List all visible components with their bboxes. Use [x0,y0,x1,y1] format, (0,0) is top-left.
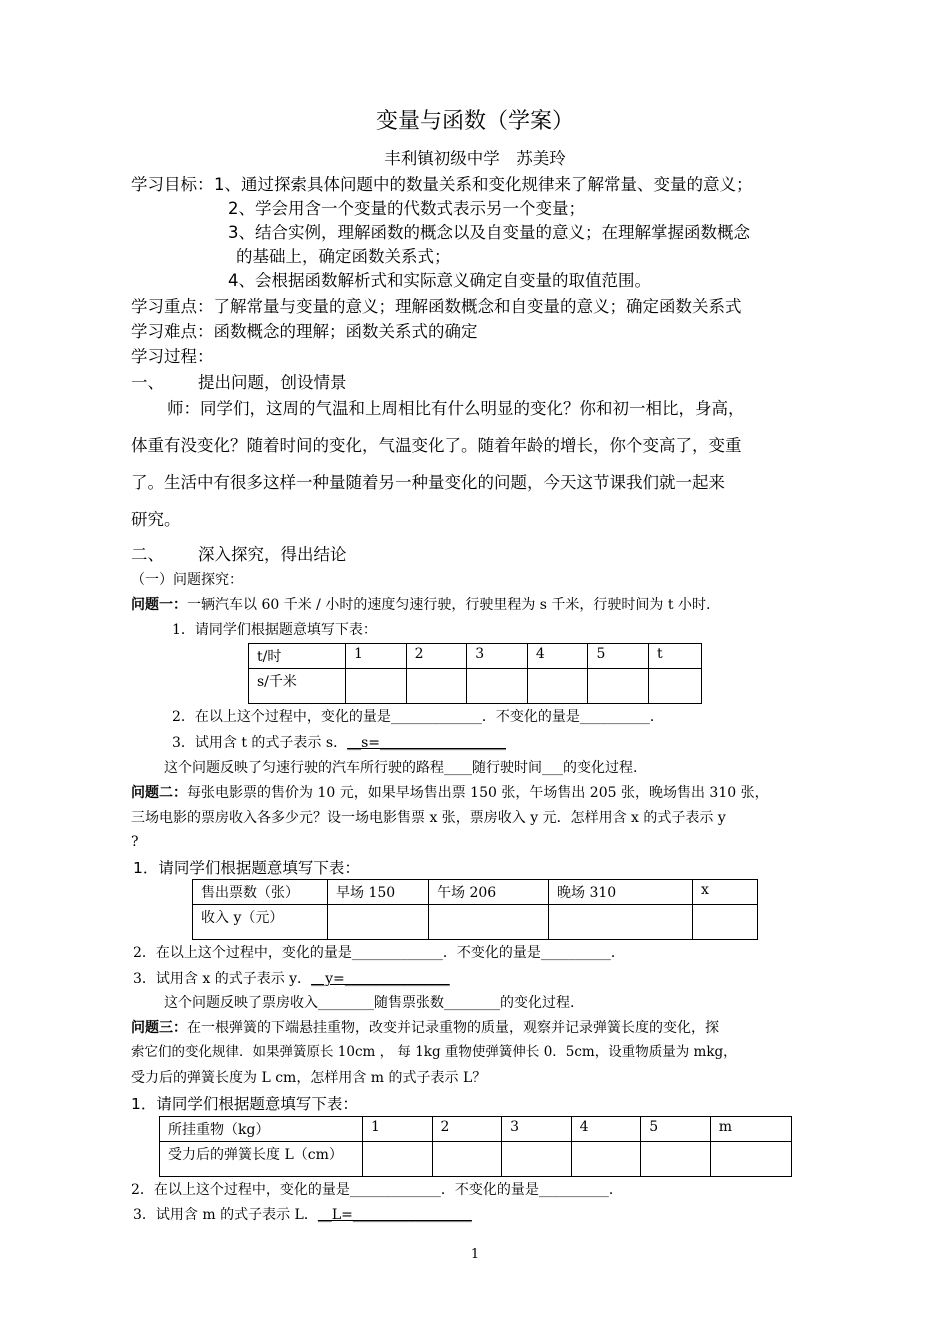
table-cell[interactable] [527,669,588,704]
process-label: 学习过程： [131,347,214,366]
table-cell: 1 [363,1117,433,1142]
problem3-text-line2: 索它们的变化规律．如果弹簧原长 10cm ， 每 1kg 重物使弹簧伸长 0．5cm，设重物质量为 mkg， [131,1044,737,1060]
problem3-q2: 2．在以上这个过程中，变化的量是_____________．不变化的量是__________． [131,1182,623,1198]
table-cell[interactable] [363,1142,433,1177]
section1-number: 一、 [131,373,164,392]
table-cell: 所挂重物（kg） [160,1117,363,1142]
table-cell: 晚场 310 [549,880,693,905]
difficulties: 学习难点：函数概念的理解；函数关系式的确定 [131,322,478,341]
section1-para-line1: 师：同学们，这周的气温和上周相比有什么明显的变化？你和初一相比，身高， [167,399,745,418]
table-row [160,1142,792,1177]
table-cell[interactable] [502,1142,572,1177]
table-cell: s/千米 [249,669,346,704]
table-cell: 2 [432,1117,502,1142]
table-cell: 5 [641,1117,711,1142]
page-title: 变量与函数（学案） [375,109,574,134]
section1-para-line3: 了。生活中有很多这样一种量随着另一种量变化的问题，今天这节课我们就一起来 [131,473,725,492]
table-cell[interactable] [432,1142,502,1177]
problem2-label: 问题二： [131,785,187,801]
problem2-statement [131,785,769,801]
table-cell: 午场 206 [429,880,549,905]
table-cell[interactable] [429,905,549,940]
table-cell: 收入 y（元） [193,905,328,940]
goal-item-3-cont: 的基础上，确定函数关系式； [236,247,451,266]
problem3-statement [131,1020,719,1036]
table-cell: 3 [467,644,528,669]
subsection-label: （一）问题探究： [131,572,243,588]
problem1-table [248,643,702,704]
table-cell: m [710,1117,791,1142]
page-number: 1 [470,1247,480,1262]
problem3-table [159,1116,792,1177]
table-row [249,669,702,704]
table-cell: t/时 [249,644,346,669]
author-line: 丰利镇初级中学 苏美玲 [384,149,566,168]
goals-label: 学习目标： [131,175,214,194]
problem2-text-line2: 三场电影的票房收入各多少元？设一场电影售票 x 张，票房收入 y 元．怎样用含 x 的式子表示 y [131,810,726,826]
table-cell[interactable] [588,669,649,704]
table-cell[interactable] [328,905,429,940]
problem1-text: 一辆汽车以 60 千米 / 小时的速度匀速行驶，行驶里程为 s 千米，行驶时间为 t 小时. [187,597,711,613]
problem3-q3-blank[interactable]: __L=_________________ [317,1207,472,1223]
table-cell: 售出票数（张） [193,880,328,905]
table-cell[interactable] [693,905,758,940]
table-cell[interactable] [467,669,528,704]
table-cell: t [649,644,702,669]
table-row [249,644,702,669]
table-cell: 2 [406,644,467,669]
problem3-text-line1: 在一根弹簧的下端悬挂重物，改变并记录重物的质量，观察并记录弹簧长度的变化，探 [187,1020,719,1036]
problem3-label: 问题三： [131,1020,187,1036]
problem2-reflect: 这个问题反映了票房收入________随售票张数________的变化过程. [164,995,575,1011]
problem1-statement [131,597,710,613]
problem1-label: 问题一： [131,597,187,613]
section1-title: 提出问题，创设情景 [198,373,347,392]
problem3-q3-text: 3．试用含 m 的式子表示 L． [133,1207,318,1223]
table-row [193,880,758,905]
problem2-q3-blank[interactable]: __y=_______________ [311,971,450,987]
problem1-q3-text: 3．试用含 t 的式子表示 s． [172,735,348,751]
problem3-q1: 1．请同学们根据题意填写下表： [131,1095,358,1113]
table-cell: 3 [502,1117,572,1142]
problem2-table [192,879,758,940]
table-cell[interactable] [710,1142,791,1177]
table-cell[interactable] [549,905,693,940]
goal-item-2: 2、学会用含一个变量的代数式表示另一个变量； [228,199,585,218]
section1-para-line4: 研究。 [131,510,181,529]
problem2-q3-text: 3．试用含 x 的式子表示 y． [133,971,312,987]
problem2-q3 [133,971,450,987]
problem2-q2: 2．在以上这个过程中，变化的量是_____________．不变化的量是__________． [133,945,625,961]
table-row [193,905,758,940]
table-cell: 4 [527,644,588,669]
section1-para-line2: 体重有没变化？随着时间的变化，气温变化了。随着年龄的增长，你个变高了，变重 [131,436,742,455]
problem2-text-line3: ? [131,834,139,850]
problem2-text-line1: 每张电影票的售价为 10 元，如果早场售出票 150 张，午场售出 205 张，晚场售出 310 张， [187,785,769,801]
problem1-q3 [172,735,506,751]
table-cell: x [693,880,758,905]
goal-item-4: 4、会根据函数解析式和实际意义确定自变量的取值范围。 [228,271,651,290]
goal-item-3: 3、结合实例，理解函数的概念以及自变量的意义；在理解掌握函数概念 [228,223,750,242]
table-cell: 5 [588,644,649,669]
problem1-q1: 1．请同学们根据题意填写下表： [172,622,377,638]
problem1-reflect: 这个问题反映了匀速行驶的汽车所行驶的路程____随行驶时间___的变化过程. [164,760,638,776]
section2-number: 二、 [131,545,164,564]
table-cell: 早场 150 [328,880,429,905]
section2-title: 深入探究，得出结论 [198,545,347,564]
table-cell[interactable] [346,669,407,704]
problem1-q3-blank[interactable]: __s=__________________ [347,735,506,751]
problem3-text-line3: 受力后的弹簧长度为 L cm，怎样用含 m 的式子表示 L？ [131,1070,487,1086]
table-cell: 受力后的弹簧长度 L（cm） [160,1142,363,1177]
table-row [160,1117,792,1142]
table-cell[interactable] [649,669,702,704]
problem2-q1: 1．请同学们根据题意填写下表： [133,859,360,877]
table-cell[interactable] [571,1142,641,1177]
table-cell: 4 [571,1117,641,1142]
table-cell[interactable] [641,1142,711,1177]
table-cell: 1 [346,644,407,669]
goal-item-1: 1、通过探索具体问题中的数量关系和变化规律来了解常量、变量的意义； [214,175,753,194]
problem1-q2: 2．在以上这个过程中，变化的量是_____________．不变化的量是__________． [172,709,664,725]
table-cell[interactable] [406,669,467,704]
key-points: 学习重点：了解常量与变量的意义；理解函数概念和自变量的意义；确定函数关系式 [131,297,742,316]
problem3-q3 [133,1207,472,1223]
